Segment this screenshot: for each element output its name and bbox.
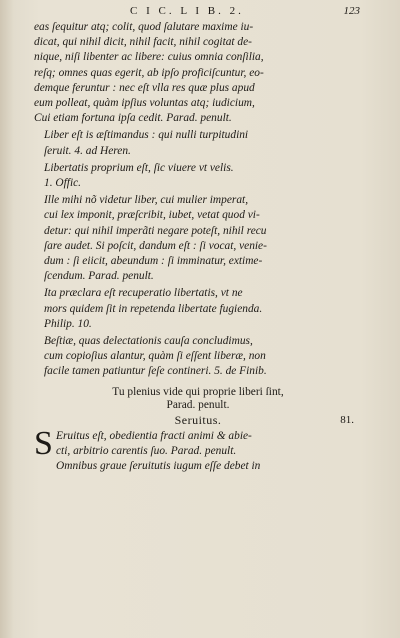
quotation-paragraph bbox=[34, 334, 362, 380]
text-line: Liber eſt is æſtimandus : qui nulli turpitudini bbox=[44, 129, 249, 142]
quotation-paragraph bbox=[34, 286, 362, 332]
text-line: ſcendum. Parad. penult. bbox=[44, 270, 154, 283]
text-line: detur: qui nihil imperãti negare poteſt, nihil recu bbox=[44, 224, 267, 237]
quotation-paragraph bbox=[34, 161, 362, 191]
text-line: cum copioſius alantur, quàm ſi eſſent liberæ, non bbox=[44, 350, 266, 363]
text-line: ſare audet. Si poſcit, dandum eſt : ſi vocat, venie- bbox=[44, 239, 267, 252]
section-number: 81. bbox=[340, 413, 354, 426]
text-line: Omnibus graue ſeruitutis iugum eſſe debet in bbox=[56, 460, 261, 473]
text-line: cui lex imponit, præſcribit, iubet, vetat quod vi- bbox=[44, 209, 260, 222]
running-head: C I C. L I B. 2. bbox=[130, 5, 244, 17]
initial-capital: S bbox=[34, 424, 53, 462]
section-heading bbox=[34, 413, 362, 429]
text-line: cti, arbitrio carentis ſuo. Parad. penult. bbox=[56, 444, 237, 457]
quotation-paragraph bbox=[34, 128, 362, 158]
text-line: ſeruit. 4. ad Heren. bbox=[44, 144, 131, 157]
text-line: Cui etiam fortuna ipſa cedit. Parad. penult. bbox=[34, 112, 232, 125]
text-line: eum polleat, quàm ipſius voluntas atq; iudicium, bbox=[34, 97, 255, 110]
text-line: Libertatis proprium eſt, ſic viuere vt velis. bbox=[44, 161, 234, 174]
text-line: nique, niſi libenter ac libere: cuius omnia conſilia, bbox=[34, 51, 264, 64]
cross-reference bbox=[34, 386, 362, 412]
page-header bbox=[0, 5, 400, 21]
text-line: eas ſequitur atq; colit, quod ſalutare maxime iu- bbox=[34, 21, 254, 33]
main-text bbox=[34, 20, 362, 476]
text-line: Eruitus eſt, obedientia fracti animi & abie- bbox=[56, 429, 252, 442]
text-line: demque feruntur : nec eſt vlla res quæ plus apud bbox=[34, 81, 255, 94]
text-line: mors quidem ſit in repetenda libertate fugienda. bbox=[44, 302, 263, 315]
cross-reference-line: Tu plenius vide qui proprie liberi ſint, bbox=[112, 385, 284, 398]
text-line: dicat, qui nihil dicit, nihil facit, nihil cogitat de- bbox=[34, 36, 252, 49]
text-line: 1. Offic. bbox=[44, 177, 82, 190]
text-line: Ille mihi nõ videtur liber, cui mulier imperat, bbox=[44, 194, 249, 207]
quotation-list bbox=[34, 20, 362, 380]
page-number: 123 bbox=[343, 5, 360, 17]
quotation-paragraph bbox=[34, 193, 362, 284]
text-line: Ita præclara eſt recuperatio libertatis, vt ne bbox=[44, 287, 243, 300]
text-line: dum : ſi eiicit, abeundum : ſi imminatur, extime- bbox=[44, 255, 263, 268]
section-opening-paragraph bbox=[34, 424, 362, 475]
section-title: Seruitus. bbox=[174, 412, 222, 427]
text-line: Beſtiæ, quas delectationis cauſa concludimus, bbox=[44, 335, 253, 348]
text-line: facile tamen patiuntur ſeſe contineri. 5. de Finib. bbox=[44, 365, 267, 378]
text-line: reſq; omnes quas egerit, ab ipſo proficiſcuntur, eo- bbox=[34, 66, 264, 79]
quotation-paragraph bbox=[34, 20, 362, 126]
text-line: Philip. 10. bbox=[44, 317, 92, 330]
cross-reference-source: Parad. penult. bbox=[166, 398, 230, 411]
